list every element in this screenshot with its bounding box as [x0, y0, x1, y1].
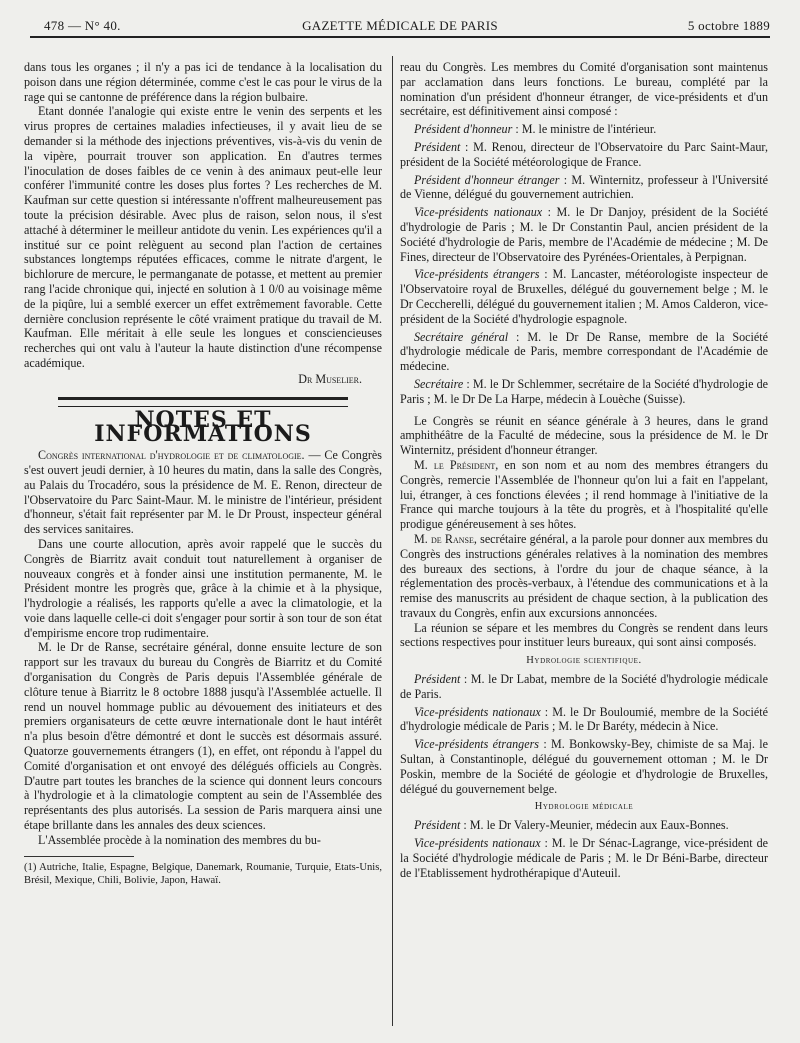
- bureau-entry: Président d'honneur : M. le ministre de l'intérieur.: [414, 122, 657, 137]
- bureau-entry: Président : M. le Dr Labat, membre de la Société d'hydrologie médicale de Paris.: [400, 672, 768, 701]
- role-label: Secrétaire: [414, 376, 464, 391]
- paragraph: Le Congrès se réunit en séance générale à 3 heures, dans le grand amphithéâtre de la Faculté de médecine, sous la présidence de M. le Dr Winternitz, président d'honneur étranger.: [400, 413, 768, 458]
- role-label: Vice-présidents étrangers: [414, 267, 540, 282]
- paragraph: M. le Dr de Ranse, secrétaire général, donne ensuite lecture de son rapport sur les travaux du bureau du Congrès de Biarritz et du Comité d'organisation du Congrès de Paris depuis l'Assemblée générale de clôture tenue à Biarritz le 8 octobre 1888 jusqu'à l'Assemblée actuelle. Il rend un nouvel hommage public au dévouement des initiateurs et des premiers organisateurs de cette œuvre internationale dont le haut intérêt n'a plus besoin d'être démontré et dont le succès est désormais assuré. Quatorze gouvernements étrangers (1), en effet, ont répondu à l'appel du Comité d'organisation et ont envoyé des délégués officiels au Congrès. D'autre part toutes les branches de la science qui donnent leurs concours à l'hydrologie et à la climatologie comptent au sein de l'Assemblée des représentants des plus autorisés. La session de Paris marquera ainsi une étape brillante dans les annales des deux sciences.: [24, 640, 382, 833]
- role-label: Vice-présidents nationaux: [414, 836, 541, 851]
- bureau-entry: Vice-présidents nationaux : M. le Dr Danjoy, président de la Société d'hydrologie de Paris ; M. le Dr Constantin Paul, ancien président de la Société d'hydrologie de Paris, membre de l'Académie de médecine ; M. De Fines, directeur de l'Observatoire des Pyrénées-Orientales, à Perpignan.: [400, 205, 768, 264]
- role-label: Président d'honneur: [414, 122, 513, 137]
- issue-date: 5 octobre 1889: [687, 18, 770, 33]
- bureau-entry: Vice-présidents étrangers : M. Lancaster, météorologiste inspecteur de l'Observatoire royal de Bruxelles, délégué du gouvernement belge ; M. le Dr Ceccherelli, délégué du gouvernement italien ; M. Amos Calderon, vice-président de la Société d'hydrologie espagnole.: [400, 267, 768, 326]
- page-header: [30, 14, 770, 38]
- paragraph: M. de Ranse, secrétaire général, a la parole pour donner aux membres du Congrès des instructions générales relatives à la nomination des membres des bureaux des sections, à l'ordre du jour de chaque séance, à la réglementation des procès-verbaux, à l'étendue des communications et à la remise des manuscrits au président de chaque section, à la publication des travaux du Congrès, enfin aux excursions annoncées.: [400, 531, 768, 620]
- paragraph: reau du Congrès. Les membres du Comité d'organisation sont maintenus par acclamation dans leurs fonctions. Le bureau, complété par la nomination d'un président d'honneur étranger, de vice-présidents et d'un secrétaire, est définitivement ainsi composé :: [400, 60, 768, 119]
- paragraph: M. le Président, en son nom et au nom des membres étrangers du Congrès, remercie l'Assemblée de l'honneur qu'on lui a fait en l'appelant, lui, étranger, à ces fonctions élevées ; il rend hommage à l'initiative de la France qui marche toujours à la tête du progrès, et à l'hospitalité qu'elle prodigue généreusement à ses hôtes.: [400, 457, 768, 532]
- speaker-name: M. le Président: [414, 457, 496, 472]
- author-signature: Dr Muselier.: [298, 371, 362, 386]
- role-label: Président: [414, 818, 461, 833]
- article-heading: Congrès international d'hydrologie et de climatologie.: [38, 448, 305, 463]
- role-label: Président: [414, 139, 461, 154]
- section-subheading: Hydrologie médicale: [534, 801, 634, 813]
- paragraph-text: — Ce Congrès s'est ouvert jeudi dernier, à 10 heures du matin, dans la salle des Congrès, au Palais du Trocadéro, sous la présidence de M. E. Renon, directeur de l'Observatoire du Parc Saint-Maur. M. le ministre de l'intérieur, président d'honneur, s'était fait représenter par M. le Dr Proust, inspecteur général des services sanitaires.: [24, 448, 382, 537]
- speaker-name: M. de Ranse: [414, 531, 474, 546]
- paragraph: Dans une courte allocution, après avoir rappelé que le succès du Congrès de Biarritz avait conduit tout naturellement à organiser de nouveaux congrès et à fonder ainsi une institution permanente, M. le Président montre les progrès que, grâce à la chimie et à la physique, l'hydrologie a réalisés, les rapports qu'elle a avec la climatologie, et la voie dans laquelle celle-ci doit s'engager pour sortir à son tour de son état d'empirisme encore trop rudimentaire.: [24, 536, 382, 640]
- right-column: [400, 60, 768, 880]
- bureau-entry: Vice-présidents étrangers : M. Bonkowsky-Bey, chimiste de sa Maj. le Sultan, à Constantinople, délégué du gouvernement ottoman ; M. le Dr Poskin, membre de la Société de géologie et d'hydrologie de Bruxelles, délégué du gouvernement belge.: [400, 737, 768, 796]
- paragraph: L'Assemblée procède à la nomination des membres du bu-: [38, 832, 321, 847]
- bureau-entry: Président : M. le Dr Valery-Meunier, médecin aux Eaux-Bonnes.: [414, 818, 729, 833]
- role-label: Président d'honneur étranger: [414, 172, 560, 187]
- role-label: Président: [414, 672, 461, 687]
- paragraph: Etant donnée l'analogie qui existe entre le venin des serpents et les virus propres de certaines maladies infectieuses, il y avait lieu de se demander si la méthode des injections préventives, vis-à-vis du venin de la vipère, pourrait trouver son application. En d'autres termes l'inoculation de doses faibles de ce venin à des animaux peut-elle leur conférer l'immunité contre les doses plus fortes ? Les recherches de M. Kaufman sur cette question si intéressante n'offrent malheureusement pas toute la précision désirable. Avec plus de raison, selon nous, il s'est attaché à déterminer le meilleur antidote du venin. Les expériences qu'il a institué sur ce point relèguent au second plan l'action de certaines substances longtemps réputées efficaces, comme le nitrate d'argent, le bichlorure de mercure, le permanganate de potasse, et mettent au premier rang l'acide chronique qui, injecté en solution à 1 0/0 au voisinage même de la piqûre, lui a semblé exercer un effet extrêmement favorable. Cette dernière conclusion représente le côté vraiment pratique du travail de M. Kaufman. Elle méritait à elle seule les longues et consciencieuses recherches qui ont valu à l'auteur la haute distinction d'une récompense académique.: [24, 104, 382, 370]
- bureau-entry: Président : M. Renou, directeur de l'Observatoire du Parc Saint-Maur, président de la Société météorologique de France.: [400, 139, 768, 169]
- column-divider: [392, 56, 393, 1026]
- role-label: Vice-présidents étrangers: [414, 737, 540, 752]
- paragraph: [24, 448, 382, 537]
- section-title: NOTES ET INFORMATIONS: [94, 406, 312, 448]
- role-label: Secrétaire général: [414, 329, 509, 344]
- footnote: (1) Autriche, Italie, Espagne, Belgique, Danemark, Roumanie, Turquie, Etats-Unis, Brésil, Mexique, Chili, Bolivie, Japon, Hawaï.: [24, 861, 382, 886]
- role-label: Vice-présidents nationaux: [414, 704, 541, 719]
- paragraph: dans tous les organes ; il n'y a pas ici de tendance à la localisation du poison dans une région déterminée, comme c'est le cas pour le virus de la rage qui se cantonne de préférence dans la région bulbaire.: [24, 60, 382, 104]
- bureau-entry: Secrétaire : M. le Dr Schlemmer, secrétaire de la Société d'hydrologie de Paris ; M. le Dr De La Harpe, médecin à Louèche (Suisse).: [400, 376, 768, 406]
- bureau-entry: Vice-présidents nationaux : M. le Dr Sénac-Lagrange, vice-président de la Société d'hydrologie médicale de Paris ; M. le Dr Béni-Barbe, directeur de l'Etablissement hydrothérapique d'Auteuil.: [400, 836, 768, 880]
- role-label: Vice-présidents nationaux: [414, 205, 543, 220]
- page-number: 478 — N° 40.: [44, 18, 121, 33]
- journal-title: GAZETTE MÉDICALE DE PARIS: [302, 18, 498, 33]
- paragraph: La réunion se sépare et les membres du Congrès se rendent dans leurs sections respectives pour instituer leurs bureaux, qui sont ainsi composés.: [400, 620, 768, 650]
- bureau-entry: Vice-présidents nationaux : M. le Dr Bouloumié, membre de la Société d'hydrologie médicale de Paris ; M. le Dr Baréty, médecin à Nice.: [400, 704, 768, 734]
- section-subheading: Hydrologie scientifique.: [526, 655, 642, 667]
- section-divider: [58, 397, 348, 400]
- bureau-entry: Président d'honneur étranger : M. Winternitz, professeur à l'Université de Vienne, délégué du gouvernement autrichien.: [400, 172, 768, 202]
- footnote-divider: [24, 856, 134, 857]
- left-column: [24, 60, 382, 887]
- bureau-entry: Secrétaire général : M. le Dr De Ranse, membre de la Société d'hydrologie médicale de Paris, membre correspondant de l'Académie de médecine.: [400, 329, 769, 374]
